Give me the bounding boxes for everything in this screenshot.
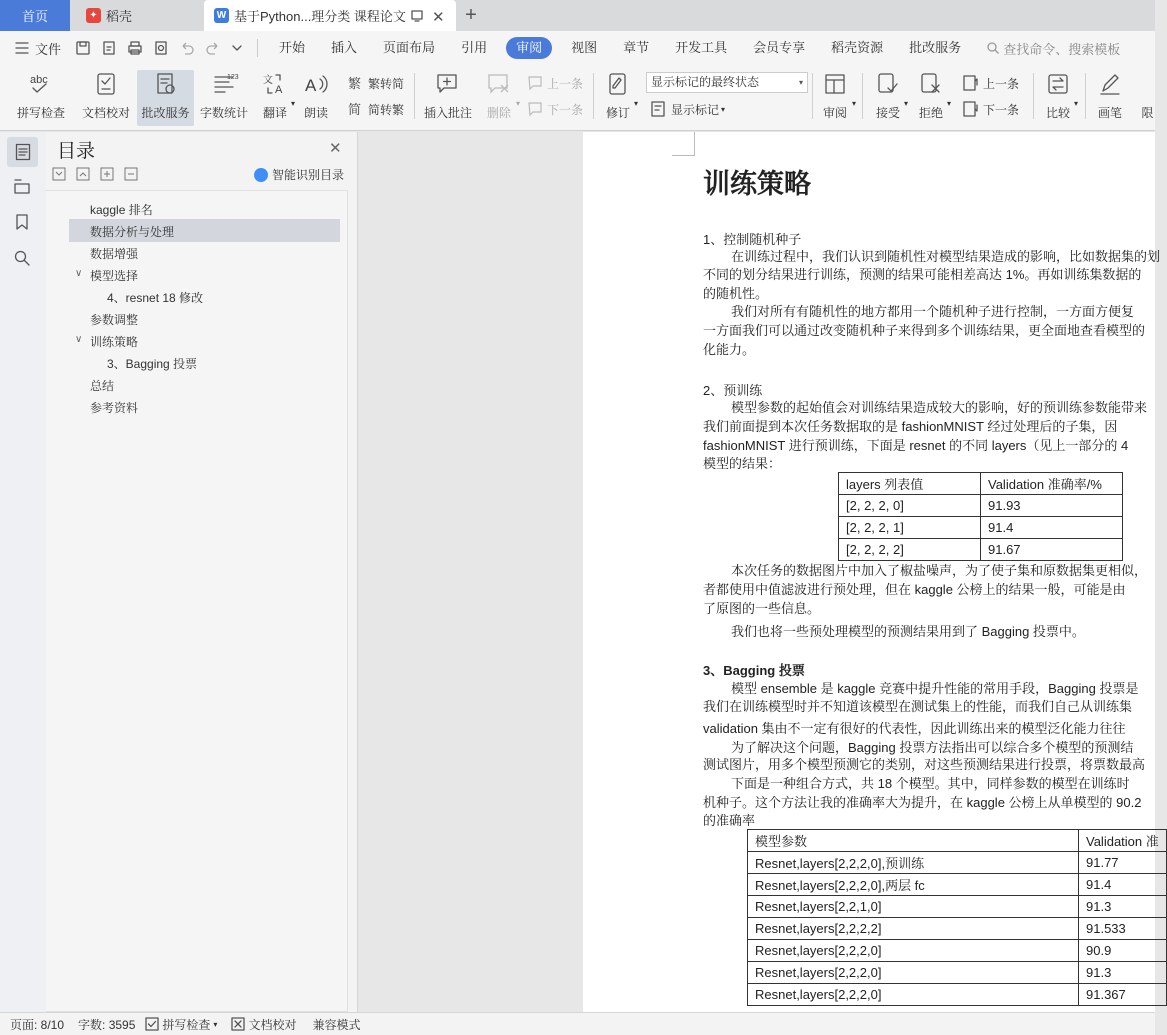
- prev-comment-button[interactable]: [526, 72, 583, 94]
- hamburger-icon: [14, 41, 30, 55]
- table-row: [748, 852, 1167, 874]
- menu-review[interactable]: 审阅: [506, 37, 552, 59]
- correction-service-button[interactable]: [137, 70, 194, 126]
- read-aloud-button[interactable]: [298, 70, 334, 126]
- file-menu-label: 文件: [35, 41, 62, 57]
- table-header: layers 列表值: [839, 473, 981, 495]
- s2-title: 2、预训练: [703, 383, 763, 398]
- show-markup-button[interactable]: 显示标记 ▾: [650, 98, 725, 120]
- compat-mode-label: 兼容模式: [312, 1017, 361, 1032]
- tab-daoke-label: 稻壳: [106, 9, 133, 24]
- menu-chapter[interactable]: 章节: [623, 40, 650, 55]
- table-row: [839, 539, 1123, 561]
- word-count-label: 字数统计: [199, 106, 248, 120]
- table-cell: [2, 2, 2, 1]: [839, 517, 981, 539]
- prev-change-button[interactable]: [962, 72, 1019, 94]
- pen-icon: [1096, 70, 1124, 98]
- s3-p3-l1: 下面是一种组合方式，共 18 个模型。其中，同样参数的模型在训练时: [731, 776, 1130, 791]
- tab-document-label: 基于Python...理分类 课程论文: [234, 9, 406, 24]
- accept-icon: [874, 70, 902, 98]
- toc-item-summary[interactable]: 总结: [90, 379, 115, 393]
- svg-text:A: A: [275, 84, 283, 96]
- collapse-up-icon[interactable]: [76, 167, 90, 181]
- insert-comment-button[interactable]: [422, 70, 474, 126]
- quick-access: [69, 40, 249, 56]
- table-cell: [2, 2, 2, 2]: [839, 539, 981, 561]
- table-cell: 91.3: [1079, 896, 1167, 918]
- read-aloud-icon: [302, 70, 330, 98]
- correction-service-icon: [152, 70, 180, 98]
- toc-panel: [46, 132, 358, 1012]
- draw-label: 画笔: [1097, 106, 1122, 120]
- review-pane-button[interactable]: 审阅 ▾: [816, 70, 854, 126]
- table-row: [748, 918, 1167, 940]
- ribbon-review: [0, 65, 1155, 131]
- draw-button[interactable]: [1092, 70, 1128, 126]
- menu-daoke-resources[interactable]: 稻壳资源: [831, 40, 884, 55]
- revise-label: 修订: [605, 106, 630, 120]
- next-comment-button[interactable]: [526, 98, 583, 120]
- menu-references[interactable]: 引用: [461, 40, 488, 55]
- s3-p1-l1: 模型 ensemble 是 kaggle 竞赛中提升性能的常用手段，Bagging 投票是: [731, 681, 1139, 696]
- menu-member[interactable]: 会员专享: [753, 40, 806, 55]
- save-icon[interactable]: [75, 40, 91, 56]
- review-pane-icon: [821, 70, 849, 98]
- toc-item-bagging[interactable]: 3、Bagging 投票: [107, 357, 198, 371]
- insert-comment-icon: [434, 70, 462, 98]
- simp-to-trad-label: 简转繁: [368, 102, 405, 117]
- table-cell: 91.93: [981, 495, 1123, 517]
- s3-p1-l3: validation 集由不一定有很好的代表性，因此训练出来的模型泛化能力往往: [703, 721, 1126, 736]
- table-cell: Resnet,layers[2,2,2,2]: [748, 918, 1079, 940]
- status-bar: [0, 1012, 1155, 1035]
- s1-title: 1、控制随机种子: [703, 232, 802, 247]
- model-params-table: [747, 829, 1167, 1006]
- checkbox-icon: [145, 1017, 159, 1031]
- toc-item-training[interactable]: 训练策略: [90, 335, 139, 349]
- toc-icon: [15, 143, 31, 161]
- translate-label: 翻译: [262, 106, 287, 120]
- toc-panel-button[interactable]: [7, 137, 38, 167]
- show-markup-label: 显示标记: [671, 102, 720, 117]
- daoke-logo-icon: ✦: [86, 8, 101, 23]
- table-row: [748, 896, 1167, 918]
- compare-button[interactable]: 比较 ▾: [1040, 70, 1076, 126]
- document-page[interactable]: [583, 132, 1161, 1012]
- menu-start[interactable]: 开始: [279, 40, 306, 55]
- s1-p1-l3: 的随机性。: [703, 286, 769, 301]
- restrict-editing-button[interactable]: [1140, 70, 1155, 126]
- table-header-row: [839, 473, 1123, 495]
- s1-p1-l2: 不同的划分结果进行训练，预测的结果可能相差高达 1%。再如训练集数据的: [703, 267, 1142, 282]
- tab-document[interactable]: [204, 0, 456, 31]
- table-cell: 91.3: [1079, 962, 1167, 984]
- bookmark-icon: [14, 213, 30, 231]
- tab-home[interactable]: [0, 0, 70, 31]
- menu-bar: [0, 31, 1155, 65]
- toc-tree: [46, 190, 348, 1012]
- doc-proof-icon: [92, 70, 120, 98]
- export-pdf-icon[interactable]: [101, 40, 117, 56]
- expand-all-icon[interactable]: [100, 167, 114, 181]
- table-row: [839, 495, 1123, 517]
- file-menu[interactable]: [0, 39, 69, 58]
- menu-view[interactable]: 视图: [571, 40, 598, 55]
- section-heading: 训练策略: [703, 169, 811, 200]
- table-header: Validation 准确率/%: [981, 473, 1123, 495]
- table-cell: Resnet,layers[2,2,2,0]: [748, 962, 1079, 984]
- correction-service-label: 批改服务: [141, 106, 190, 120]
- revise-button[interactable]: 修订 ▾: [600, 70, 636, 126]
- markup-state-select[interactable]: [646, 72, 808, 93]
- restrict-editing-label: 限: [1141, 106, 1154, 120]
- chapter-nav-button[interactable]: [13, 177, 31, 195]
- menu-tabs: [266, 37, 974, 59]
- s2-p1-l4: 模型的结果：: [703, 456, 782, 471]
- close-icon[interactable]: ✕: [329, 140, 342, 157]
- table-row: [748, 984, 1167, 1006]
- svg-text:abc: abc: [30, 74, 48, 86]
- table-cell: 91.67: [981, 539, 1123, 561]
- collapse-all-icon[interactable]: [124, 167, 138, 181]
- insert-comment-label: 插入批注: [423, 106, 472, 120]
- next-comment-icon: [526, 100, 544, 118]
- s2-p3-l1: 我们也将一些预处理模型的预测结果用到了 Bagging 投票中。: [731, 624, 1085, 639]
- next-comment-label: 下一条: [547, 102, 584, 117]
- tab-pin-icon[interactable]: [410, 9, 424, 23]
- compare-icon: [1044, 70, 1072, 98]
- spell-check-icon: [27, 70, 55, 98]
- s3-p3-l3: 的准确率: [703, 813, 756, 828]
- svg-text:123: 123: [227, 74, 239, 81]
- find-button[interactable]: [13, 249, 31, 267]
- s3-p1-l2: 我们在训练模型时并不知道该模型在测试集上的性能，而我们自己从训练集: [703, 699, 1133, 714]
- spell-check-button[interactable]: [8, 70, 74, 126]
- read-aloud-label: 朗读: [303, 106, 328, 120]
- translate-button[interactable]: 文 A 翻译 ▾: [255, 70, 295, 126]
- review-pane-label: 审阅: [822, 106, 847, 120]
- collapse-down-icon[interactable]: [52, 167, 66, 181]
- layers-table: [838, 472, 1123, 561]
- prev-change-label: 上一条: [983, 76, 1020, 91]
- lock-icon: [1140, 70, 1155, 98]
- translate-icon: [261, 70, 289, 98]
- chevron-down-icon[interactable]: ∨: [75, 334, 83, 345]
- s1-p1-l1: 在训练过程中，我们认识到随机性对模型结果造成的影响，比如数据集的划: [731, 249, 1161, 264]
- tab-bar: [0, 0, 1155, 31]
- simp-to-trad-button[interactable]: [347, 98, 404, 120]
- s2-p2-l2: 者都使用中值滤波进行预处理，但在 kaggle 公榜上的结果一般，可能是由: [703, 582, 1126, 597]
- accept-button[interactable]: 接受 ▾: [870, 70, 906, 126]
- spell-check-label: 拼写检查: [16, 106, 65, 120]
- compare-label: 比较: [1045, 106, 1070, 120]
- toc-title: 目录: [57, 141, 96, 162]
- table-header-row: [748, 830, 1167, 852]
- command-search-placeholder: 查找命令、搜索模板: [1003, 41, 1121, 57]
- s3-p3-l2: 机种子。这个方法让我的准确率大为提升，在 kaggle 公榜上从单模型的 90.2: [703, 795, 1142, 810]
- show-markup-icon: [650, 100, 668, 118]
- command-search[interactable]: [986, 39, 1120, 58]
- delete-comment-button[interactable]: 删除 ▾: [478, 70, 520, 126]
- s1-p2-l2: 一方面我们可以通过改变随机种子来得到多个训练结果，更全面地查看模型的: [703, 323, 1146, 338]
- markup-state-value: 显示标记的最终状态: [651, 75, 760, 89]
- menu-insert[interactable]: 插入: [331, 40, 358, 55]
- next-change-button[interactable]: [962, 98, 1019, 120]
- revise-icon: [604, 70, 632, 98]
- s2-p1-l2: 我们前面提到本次任务数据取的是 fashionMNIST 经过处理后的子集，因: [703, 419, 1118, 434]
- doc-proof-label: 文档校对: [81, 106, 130, 120]
- reject-icon: [917, 70, 945, 98]
- page-indicator[interactable]: 页面: 8/10: [10, 1017, 65, 1032]
- delete-comment-icon: [485, 70, 513, 98]
- word-count-icon: [210, 70, 238, 98]
- table-cell: 91.77: [1079, 852, 1167, 874]
- tab-close-icon[interactable]: ✕: [432, 9, 445, 26]
- table-cell: Resnet,layers[2,2,2,0],两层 fc: [748, 874, 1079, 896]
- writer-doc-icon: W: [214, 8, 229, 23]
- table-cell: 91.4: [981, 517, 1123, 539]
- doc-proof-button[interactable]: [78, 70, 134, 126]
- s1-p2-l3: 化能力。: [703, 342, 756, 357]
- table-cell: Resnet,layers[2,2,2,0],预训练: [748, 852, 1079, 874]
- toc-toolbar: [52, 167, 138, 181]
- trad-to-simp-button[interactable]: [347, 72, 404, 94]
- bookmark-button[interactable]: [14, 213, 30, 231]
- page-corner-mark: [672, 132, 695, 156]
- menu-dev-tools[interactable]: 开发工具: [675, 40, 728, 55]
- s3-title: 3、Bagging 投票: [703, 663, 805, 678]
- tab-home-label: 首页: [21, 9, 48, 24]
- next-change-label: 下一条: [983, 102, 1020, 117]
- table-cell: Resnet,layers[2,2,1,0]: [748, 896, 1079, 918]
- toc-item-resnet[interactable]: 4、resnet 18 修改: [107, 291, 204, 305]
- toc-item-kaggle[interactable]: kaggle 排名: [90, 203, 153, 217]
- svg-text:简: 简: [348, 103, 362, 118]
- prev-comment-label: 上一条: [547, 76, 584, 91]
- menu-correction-service[interactable]: 批改服务: [909, 40, 962, 55]
- table-row: [839, 517, 1123, 539]
- reject-label: 拒绝: [918, 106, 943, 120]
- svg-text:繁: 繁: [348, 77, 362, 92]
- s3-p2-l1: 为了解决这个问题，Bagging 投票方法指出可以综合多个模型的预测结: [731, 740, 1134, 755]
- quick-access-dropdown-icon[interactable]: [231, 42, 243, 54]
- chevron-down-icon[interactable]: ∨: [75, 268, 83, 279]
- side-toolbar: [0, 132, 46, 1012]
- prev-comment-icon: [526, 74, 544, 92]
- print-preview-icon[interactable]: [153, 40, 169, 56]
- svg-text:A: A: [305, 76, 317, 95]
- table-cell: Resnet,layers[2,2,2,0]: [748, 984, 1079, 1006]
- doc-proof-status-icon: [231, 1017, 245, 1031]
- redo-icon[interactable]: [205, 40, 221, 56]
- accept-label: 接受: [875, 106, 900, 120]
- table-cell: [2, 2, 2, 0]: [839, 495, 981, 517]
- menu-page-layout[interactable]: 页面布局: [383, 40, 436, 55]
- toc-item-model-selection[interactable]: 模型选择: [90, 269, 139, 283]
- s2-p1-l1: 模型参数的起始值会对训练结果造成较大的影响，好的预训练参数能带来: [731, 400, 1148, 415]
- trad-to-simp-icon: [347, 74, 365, 92]
- tab-daoke[interactable]: [74, 0, 202, 31]
- undo-icon[interactable]: [179, 40, 195, 56]
- table-cell: 91.4: [1079, 874, 1167, 896]
- table-cell: 91.367: [1079, 984, 1167, 1006]
- spell-check-status-label: 拼写检查: [162, 1017, 211, 1032]
- reject-button[interactable]: 拒绝 ▾: [913, 70, 949, 126]
- table-row: [748, 940, 1167, 962]
- spell-check-status[interactable]: 拼写检查 ▾: [145, 1016, 217, 1033]
- s3-p2-l2: 测试图片，用多个模型预测它的类别，对这些预测结果进行投票，将票数最高: [703, 757, 1146, 772]
- word-count-indicator[interactable]: 字数: 3595: [78, 1017, 136, 1032]
- table-cell: 91.533: [1079, 918, 1167, 940]
- s1-p2-l1: 我们对所有有随机性的地方都用一个随机种子进行控制，一方面方便复: [731, 304, 1135, 319]
- search-icon: [986, 41, 1000, 55]
- s2-p2-l3: 了原图的一些信息。: [703, 601, 821, 616]
- table-row: [748, 874, 1167, 896]
- trad-to-simp-label: 繁转简: [368, 76, 405, 91]
- doc-proof-status-label: 文档校对: [248, 1017, 297, 1032]
- table-cell: Resnet,layers[2,2,2,0]: [748, 940, 1079, 962]
- s2-p2-l1: 本次任务的数据图片中加入了椒盐噪声，为了使子集和原数据集更相似，: [731, 563, 1148, 578]
- print-icon[interactable]: [127, 40, 143, 56]
- search-icon: [13, 249, 31, 267]
- smart-toc-label: 智能识别目录: [272, 168, 345, 182]
- svg-text:文: 文: [263, 75, 273, 86]
- dropdown-arrow-icon: ▾: [798, 78, 803, 87]
- toc-item-references[interactable]: 参考资料: [90, 401, 139, 415]
- chapter-icon: [13, 177, 31, 195]
- document-area: [358, 132, 1161, 1012]
- next-change-icon: [962, 100, 980, 118]
- prev-change-icon: [962, 74, 980, 92]
- doc-proof-status[interactable]: [231, 1016, 296, 1033]
- word-count-button[interactable]: [197, 70, 251, 126]
- s2-p1-l3: fashionMNIST 进行预训练，下面是 resnet 的不同 layers（见上一部分的 4: [703, 438, 1129, 453]
- toc-item-augmentation[interactable]: 数据增强: [90, 247, 139, 261]
- table-cell: 90.9: [1079, 940, 1167, 962]
- smart-toc-button[interactable]: [254, 166, 344, 183]
- delete-comment-label: 删除: [486, 106, 511, 120]
- toc-item-params[interactable]: 参数调整: [90, 313, 139, 327]
- new-tab-icon[interactable]: +: [465, 4, 477, 26]
- table-header: Validation 准: [1079, 830, 1167, 852]
- ai-icon: [254, 168, 268, 182]
- simp-to-trad-icon: [347, 100, 365, 118]
- table-row: [748, 962, 1167, 984]
- table-header: 模型参数: [748, 830, 1079, 852]
- toc-item-data-analysis[interactable]: 数据分析与处理: [90, 225, 175, 239]
